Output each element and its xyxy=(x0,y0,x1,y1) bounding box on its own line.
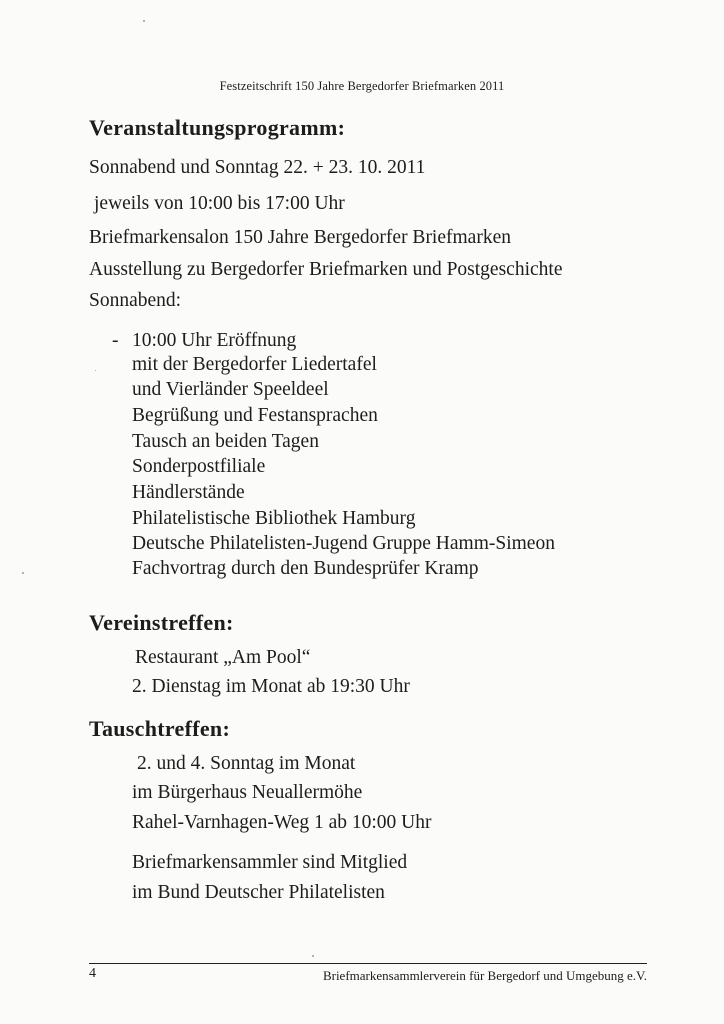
vereinstreffen-location: Restaurant „Am Pool“ xyxy=(135,647,311,668)
tauschtreffen-day: 2. und 4. Sonntag im Monat xyxy=(137,753,356,774)
list-item: Tausch an beiden Tagen xyxy=(132,431,319,452)
footer-rule xyxy=(89,963,647,964)
footer-organization: Briefmarkensammlerverein für Bergedorf und Umgebung e.V. xyxy=(322,968,647,983)
list-bullet: - xyxy=(112,330,119,351)
scan-speck xyxy=(143,20,145,22)
tauschtreffen-address: Rahel-Varnhagen-Weg 1 ab 10:00 Uhr xyxy=(132,812,432,833)
membership-note: im Bund Deutscher Philatelisten xyxy=(132,882,385,903)
page-number: 4 xyxy=(89,966,96,981)
list-item: Sonderpostfiliale xyxy=(132,456,266,477)
running-header: Festzeitschrift 150 Jahre Bergedorfer Briefmarken 2011 xyxy=(219,79,505,93)
list-item: mit der Bergedorfer Liedertafel xyxy=(132,354,377,375)
scan-speck xyxy=(22,572,24,574)
tauschtreffen-venue: im Bürgerhaus Neuallermöhe xyxy=(132,782,363,803)
vereinstreffen-time: 2. Dienstag im Monat ab 19:30 Uhr xyxy=(132,676,410,697)
list-item: Deutsche Philatelisten-Jugend Gruppe Hamm-Simeon xyxy=(132,533,555,554)
list-item: Fachvortrag durch den Bundesprüfer Kramp xyxy=(132,558,479,579)
list-item: Philatelistische Bibliothek Hamburg xyxy=(132,508,416,529)
list-item: 10:00 Uhr Eröffnung xyxy=(132,330,297,351)
programm-sonnabend: Sonnabend: xyxy=(89,290,182,311)
vereinstreffen-heading: Vereinstreffen: xyxy=(89,610,234,635)
programm-salon: Briefmarkensalon 150 Jahre Bergedorfer Briefmarken xyxy=(89,227,511,248)
programm-heading: Veranstaltungsprogramm: xyxy=(89,115,346,140)
list-item: Begrüßung und Festansprachen xyxy=(132,405,378,426)
programm-hours: jeweils von 10:00 bis 17:00 Uhr xyxy=(94,193,345,214)
list-item: Händlerstände xyxy=(132,482,245,503)
programm-dates: Sonnabend und Sonntag 22. + 23. 10. 2011 xyxy=(89,157,426,178)
scan-speck xyxy=(312,955,314,957)
programm-ausstellung: Ausstellung zu Bergedorfer Briefmarken und Postgeschichte xyxy=(89,259,563,280)
list-item: und Vierländer Speeldeel xyxy=(132,379,329,400)
scan-speck xyxy=(95,370,96,371)
tauschtreffen-heading: Tauschtreffen: xyxy=(89,716,231,741)
membership-note: Briefmarkensammler sind Mitglied xyxy=(132,852,408,873)
